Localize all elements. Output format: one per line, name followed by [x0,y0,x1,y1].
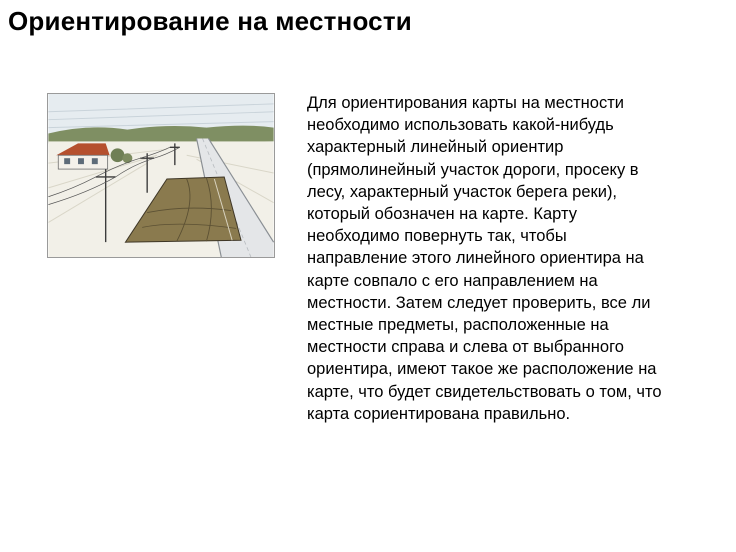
slide-title: Ориентирование на местности [8,6,412,36]
body-text [307,92,719,425]
text-line: необходимо повернуть так, чтобы [307,227,567,246]
text-line: местности справа и слева от выбранного [307,338,624,357]
text-line: характерный линейный ориентир [307,138,564,157]
text-line: лесу, характерный участок берега реки), [307,182,618,201]
text-line: необходимо использовать какой-нибудь [307,116,614,135]
text-line: Для ориентирования карты на местности [307,94,624,112]
text-line: карте совпало с его направлением на [307,271,598,290]
text-line: карта сориентирована правильно. [307,404,571,423]
text-line: который обозначен на карте. Карту [307,205,577,224]
text-line: местности. Затем следует проверить, все ли [307,293,651,312]
text-line: (прямолинейный участок дороги, просеку в [307,160,639,179]
text-line: направление этого линейного ориентира на [307,249,644,268]
landscape-road-map-illustration-icon [47,93,275,258]
text-line: местные предметы, расположенные на [307,316,609,335]
text-line: ориентира, имеют такое же расположение на [307,360,657,379]
text-line: карте, что будет свидетельствовать о том, что [307,382,662,401]
